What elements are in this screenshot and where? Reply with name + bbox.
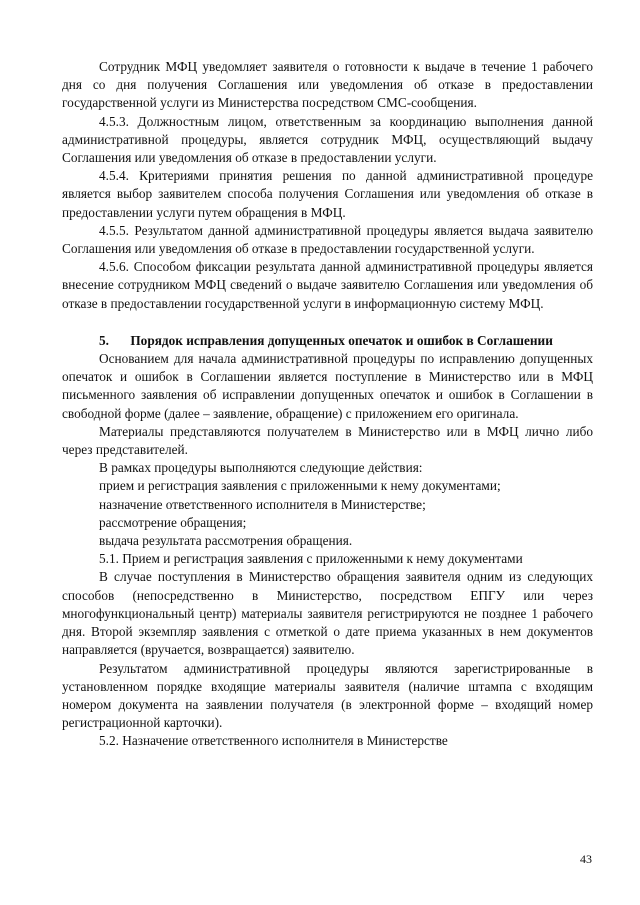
section-number: 5.	[99, 332, 109, 348]
paragraph-4-5-3: 4.5.3. Должностным лицом, ответственным за координацию выполнения данной административной процедуры, является сотрудник МФЦ, осуществляющий выдачу Соглашения или уведомления об отказе в предоставлении услуги.	[62, 113, 593, 166]
list-item-review: рассмотрение обращения;	[99, 514, 247, 530]
list-item-reception: прием и регистрация заявления с приложенными к нему документами;	[99, 478, 501, 494]
paragraph-notification: Сотрудник МФЦ уведомляет заявителя о готовности к выдаче в течение 1 рабочего дня со дня получения Соглашения или уведомления об отказе в предоставлении государственной услуги из Министерства посредством СМС-сообщения.	[62, 59, 593, 111]
list-item-assignment: назначение ответственного исполнителя в Министерстве;	[99, 496, 426, 512]
paragraph-materials: Материалы представляются получателем в Министерство или в МФЦ лично либо через представителей.	[62, 423, 593, 458]
section-title: Порядок исправления допущенных опечаток и ошибок в Соглашении	[130, 332, 553, 348]
paragraph-result: Результатом административной процедуры являются зарегистрированные в установленном порядке входящие материалы заявителя (наличие штампа с входящим номером документа на заявлении получателя (в электронной форме – входящий номер регистрационной карточки).	[62, 660, 593, 731]
section-heading	[62, 332, 593, 350]
document-page	[62, 58, 593, 751]
paragraph-4-5-6: 4.5.6. Способом фиксации результата данной административной процедуры является внесение сотрудником МФЦ сведений о выдаче заявителю Соглашения или уведомления об отказе в предоставлении государственной услуги в информационную систему МФЦ.	[62, 259, 593, 311]
paragraph-actions-intro: В рамках процедуры выполняются следующие действия:	[99, 460, 423, 476]
paragraph-registration: В случае поступления в Министерство обращения заявителя одним из следующих способов (непосредственно в Министерство, посредством ЕПГУ или через многофункциональный центр) материалы заявителя регистрируются не позднее 1 рабочего дня. Второй экземпляр заявления с отметкой о дате приема указанных в нем документов направляется (вручается, возвращается) заявителю.	[62, 569, 593, 658]
paragraph-basis: Основанием для начала административной процедуры по исправлению допущенных опечаток и ошибок в Соглашении является поступление в Министерство или в МФЦ письменного заявления об исправлении допущенных опечаток и ошибок в Соглашении в свободной форме (далее – заявление, обращение) с приложением его оригинала.	[62, 351, 593, 421]
section-spacer	[62, 313, 593, 332]
subsection-5-1: 5.1. Прием и регистрация заявления с приложенными к нему документами	[99, 551, 523, 567]
page-number: 43	[580, 852, 592, 866]
subsection-5-2: 5.2. Назначение ответственного исполнителя в Министерстве	[99, 733, 448, 749]
paragraph-4-5-4: 4.5.4. Критериями принятия решения по данной административной процедуре является выбор заявителем способа получения Соглашения или уведомления об отказе в предоставлении услуги путем обращения в МФЦ.	[62, 168, 593, 220]
list-item-result: выдача результата рассмотрения обращения.	[99, 533, 353, 549]
paragraph-4-5-5: 4.5.5. Результатом данной административной процедуры является выдача заявителю Соглашения или уведомления об отказе в предоставлении государственной услуги.	[62, 222, 593, 257]
